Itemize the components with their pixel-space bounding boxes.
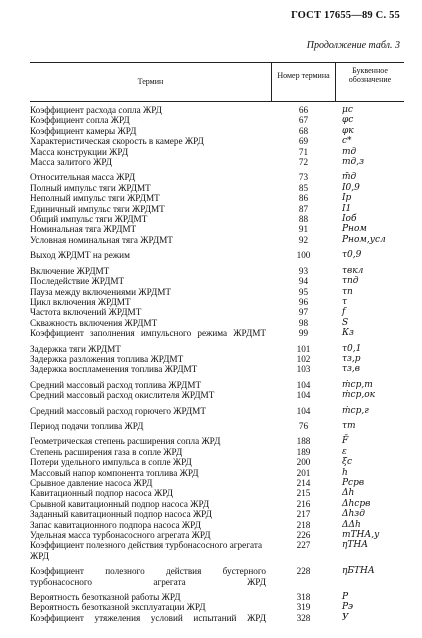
table-row [30,105,404,115]
table-row [30,468,404,478]
table-row [30,183,404,193]
term-number: 94 [298,276,309,287]
term-symbol: μс [342,105,353,115]
term-symbol: h [342,467,348,478]
term-number: 227 [296,540,311,551]
term-number: 318 [296,592,311,603]
term-text: Масса залитого ЖРД [30,157,113,168]
term-number: 98 [298,317,309,328]
term-symbol: τз,в [342,364,360,375]
term-text: Полный импульс тяги ЖРДМТ [30,182,151,193]
term-symbol: F̄ [342,436,349,447]
term-symbol: S [342,317,349,328]
term-symbol: τпд [342,276,359,287]
term-number: 72 [298,157,309,168]
term-text: Коэффициент утяжеления условий испытаний ЖРД [30,612,266,623]
table-row [30,147,404,157]
table-row [30,390,404,400]
term-symbol: τ [342,296,347,307]
table-row [30,250,404,260]
term-symbol: Δh [342,488,355,499]
term-symbol: τ0,1 [342,343,362,354]
term-number: 100 [296,250,311,261]
term-symbol: Рном,усл [342,234,386,245]
term-text: Вероятность безотказной эксплуатации ЖРД [30,602,206,613]
term-symbol: ṁср,ок [342,390,375,401]
term-text: Геометрическая степень расширения сопла ЖРД [30,436,221,447]
term-symbol: τ0,9 [342,250,362,261]
term-number: 103 [296,364,311,375]
term-number: 87 [298,203,309,214]
terms-table [30,62,404,623]
term-symbol: ΔΔh [342,519,361,530]
table-row [30,364,404,374]
table-row [30,276,404,286]
table-row [30,457,404,467]
term-text: Условная номинальная тяга ЖРДМТ [30,234,173,245]
term-text: Период подачи топлива ЖРД [30,420,144,431]
term-number: 201 [296,467,311,478]
table-row [30,613,404,623]
term-number: 188 [296,436,311,447]
term-symbol: Кз [342,328,354,339]
term-number: 85 [298,182,309,193]
table-row [30,447,404,457]
term-symbol: Рсрв [342,478,365,488]
term-number: 93 [298,265,309,276]
term-text: Средний массовый расход топлива ЖРДМТ [30,379,202,390]
term-number: 328 [296,612,311,623]
table-row [30,602,404,612]
gost-header: ГОСТ 17655—89 С. 55 [291,10,400,21]
term-text: Пауза между включениями ЖРДМТ [30,286,172,297]
term-symbol: P [342,592,349,603]
term-symbol: с* [342,136,352,147]
column-symbol-header: Буквенное обозначение [348,66,392,84]
term-symbol: Iр [342,193,352,204]
term-number: 218 [296,519,311,530]
table-row [30,172,404,182]
table-row [30,115,404,125]
term-text: Коэффициент заполнения импульсного режима ЖРДМТ [30,328,266,339]
term-text: Масса конструкции ЖРД [30,146,129,157]
term-number: 95 [298,286,309,297]
table-row [30,421,404,431]
table-row [30,307,404,317]
term-text: Кавитационный подпор насоса ЖРД [30,488,173,499]
term-number: 66 [298,105,309,115]
term-text: Характеристическая скорость в камере ЖРД [30,136,204,147]
term-symbol: I0,9 [342,182,360,193]
term-number: 214 [296,478,311,488]
term-symbol: Pэ [342,602,354,613]
table-row [30,193,404,203]
table-row [30,380,404,390]
term-text: Коэффициент камеры ЖРД [30,125,137,136]
table-header [30,62,404,102]
table-row [30,509,404,519]
term-symbol: ṁср,г [342,405,369,416]
term-text: Удельная масса турбонасосного агрегата ЖРД [30,530,211,541]
term-number: 88 [298,214,309,225]
column-number-header: Номер термина [277,71,330,80]
term-number: 76 [298,420,309,431]
term-symbol: τвкл [342,265,364,276]
term-number: 101 [296,343,311,354]
term-symbol: φс [342,115,354,126]
term-symbol: τт [342,420,356,431]
table-row [30,344,404,354]
term-symbol: Δhзд [342,509,365,520]
term-text: Относительная масса ЖРД [30,172,136,183]
term-text: Частота включений ЖРДМТ [30,307,142,318]
term-text: Средний массовый расход окислителя ЖРДМТ [30,390,215,401]
term-number: 102 [296,353,311,364]
term-number: 104 [296,390,311,401]
term-symbol: ṁср,т [342,379,373,390]
table-row [30,126,404,136]
term-symbol: τп [342,286,353,297]
term-number: 104 [296,405,311,416]
term-number: 69 [298,136,309,147]
term-number: 73 [298,172,309,183]
term-text: Срывной кавитационный подпор насоса ЖРД [30,498,210,509]
term-text: Вероятность безотказной работы ЖРД [30,592,181,603]
term-number: 189 [296,446,311,457]
term-text: Неполный импульс тяги ЖРДМТ [30,193,160,204]
term-text: Скважность включения ЖРДМТ [30,317,158,328]
table-row [30,266,404,276]
term-text: Заданный кавитационный подпор насоса ЖРД [30,509,212,520]
term-number: 91 [298,224,309,235]
table-row [30,566,404,587]
term-text: Коэффициент полезного действия бустерного турбонасосного агрегата ЖРД [30,566,266,587]
table-row [30,530,404,540]
table-body [30,105,404,623]
term-number: 92 [298,234,309,245]
term-symbol: ξс [342,457,352,468]
table-row [30,406,404,416]
term-text: Последействие ЖРДМТ [30,276,125,287]
term-symbol: ηБТНА [342,566,375,577]
term-number: 226 [296,530,311,541]
term-text: Потери удельного импульса в сопле ЖРД [30,457,192,468]
term-number: 217 [296,509,311,520]
term-text: Выход ЖРДМТ на режим [30,250,130,261]
term-number: 96 [298,296,309,307]
term-symbol: mТНА,у [342,530,380,541]
term-number: 104 [296,379,311,390]
table-row [30,136,404,146]
term-text: Включение ЖРДМТ [30,265,110,276]
term-text: Задержка тяги ЖРДМТ [30,343,121,354]
term-number: 71 [298,146,309,157]
table-row [30,224,404,234]
term-text: Цикл включения ЖРДМТ [30,296,131,307]
table-row [30,520,404,530]
table-row [30,488,404,498]
term-symbol: I1 [342,203,352,214]
term-symbol: ε [342,446,347,457]
term-symbol: m̄д [342,172,357,183]
column-term-header: Термин [137,77,164,86]
term-text: Коэффициент полезного действия турбонасосного агрегата ЖРД [30,540,263,561]
table-row [30,318,404,328]
term-symbol: Δhсрв [342,498,371,509]
term-number: 215 [296,488,311,499]
term-text: Срывное давление насоса ЖРД [30,478,153,488]
table-row [30,436,404,446]
term-text: Средний массовый расход горючего ЖРДМТ [30,405,206,416]
term-text: Коэффициент расхода сопла ЖРД [30,105,162,115]
term-number: 228 [296,566,311,577]
term-symbol: mд [342,146,357,157]
term-symbol: τз,р [342,353,361,364]
table-row [30,287,404,297]
term-number: 216 [296,498,311,509]
term-text: Степень расширения газа в сопле ЖРД [30,446,183,457]
table-row [30,157,404,167]
term-text: Запас кавитационного подпора насоса ЖРД [30,519,201,530]
table-row [30,214,404,224]
term-number: 97 [298,307,309,318]
term-symbol: Рном [342,224,367,235]
term-text: Коэффициент сопла ЖРД [30,115,130,126]
term-number: 68 [298,125,309,136]
table-row [30,540,404,561]
table-row [30,204,404,214]
term-symbol: mд,з [342,157,365,168]
term-number: 86 [298,193,309,204]
term-number: 67 [298,115,309,126]
term-symbol: Iоб [342,214,357,225]
term-symbol: У [342,612,349,623]
term-text: Задержка воспламенения топлива ЖРДМТ [30,364,198,375]
table-row [30,297,404,307]
term-text: Единичный импульс тяги ЖРДМТ [30,203,165,214]
term-symbol: φк [342,125,354,136]
table-row [30,328,404,338]
term-symbol: ηТНА [342,540,369,551]
table-continuation-label: Продолжение табл. 3 [306,40,400,51]
term-text: Задержка разложения топлива ЖРДМТ [30,353,184,364]
table-row [30,499,404,509]
term-text: Общий импульс тяги ЖРДМТ [30,214,148,225]
table-row [30,354,404,364]
table-row [30,592,404,602]
term-symbol: f [342,307,346,318]
term-number: 319 [296,602,311,613]
table-row [30,235,404,245]
term-number: 99 [298,328,309,339]
term-number: 200 [296,457,311,468]
term-text: Массовый напор компонента топлива ЖРД [30,467,199,478]
table-row [30,478,404,488]
term-text: Номинальная тяга ЖРДМТ [30,224,137,235]
